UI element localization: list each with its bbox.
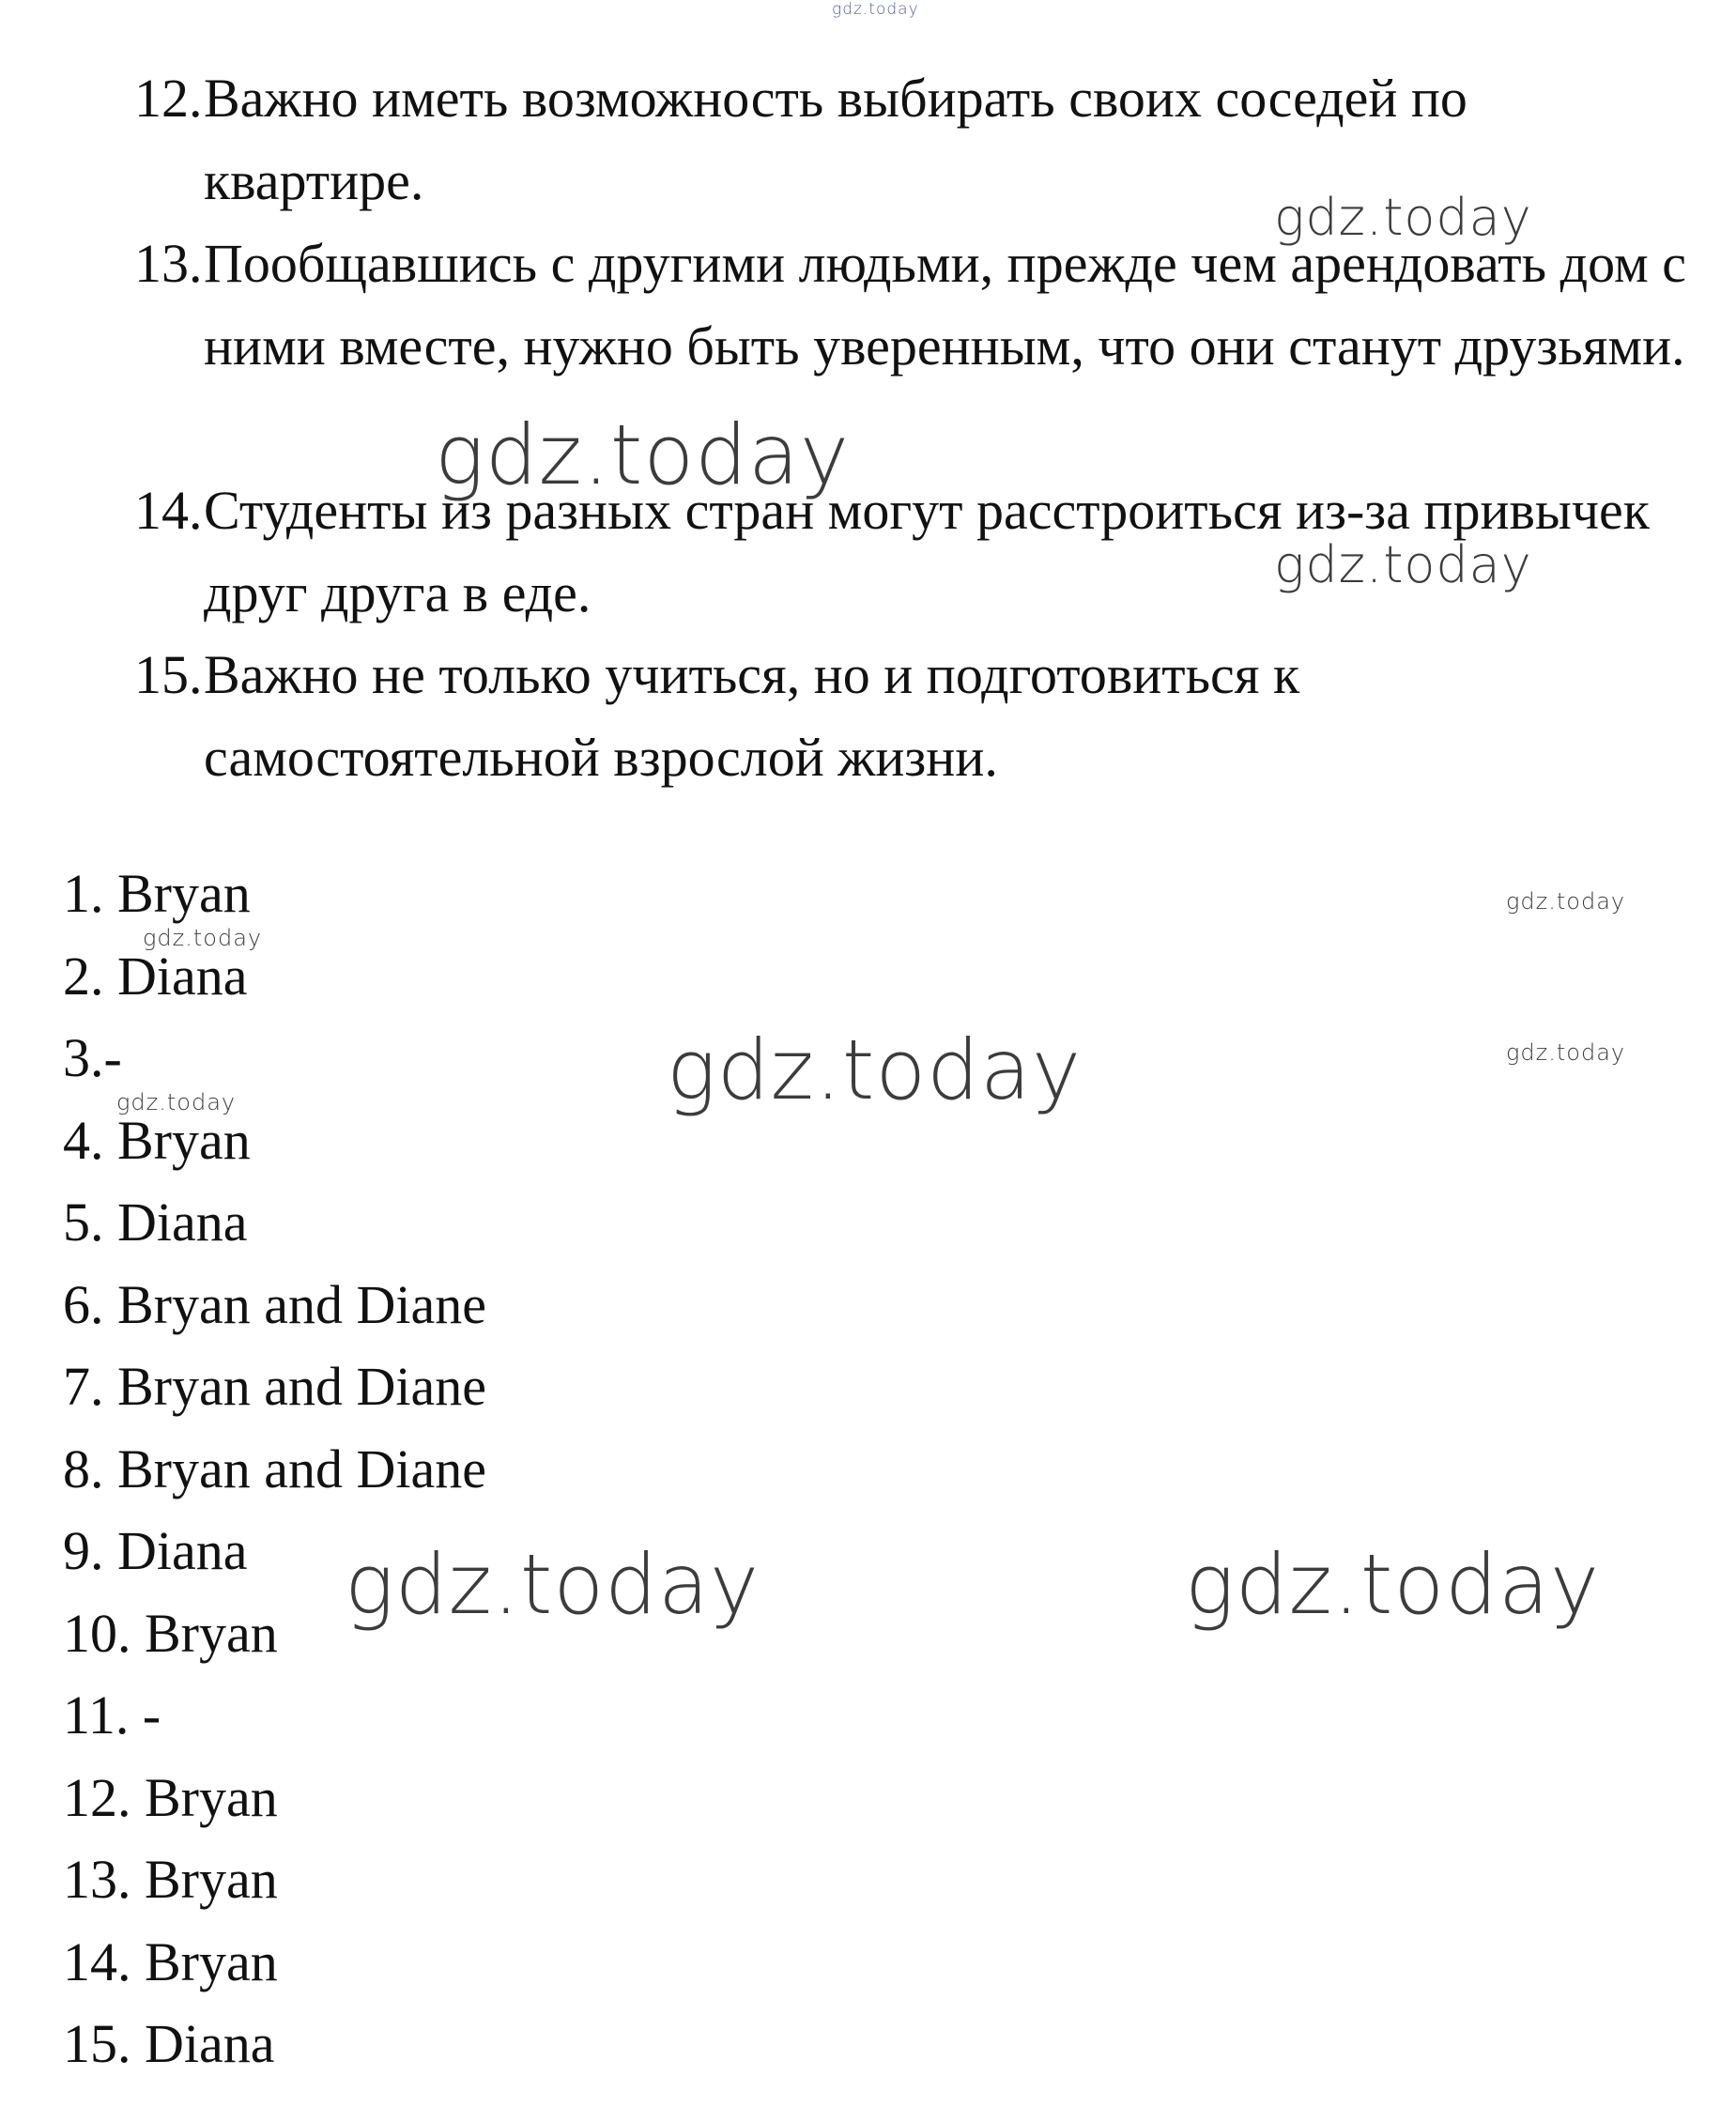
ru-item-text: Пообщавшись с другими людьми, прежде чем арендовать дом с ними вместе, нужно быть уверенным, что они станут друзьями. [204, 233, 1686, 377]
answer-item: 8. Bryan and Diane [63, 1438, 486, 1499]
ru-item-text: Важно не только учиться, но и подготовиться к самостоятельной взрослой жизни. [204, 644, 1300, 788]
watermark: gdz.today [1274, 535, 1532, 594]
ru-item-number: 15. [134, 644, 203, 705]
watermark: gdz.today [143, 925, 263, 951]
answer-item: 5. Diana [63, 1192, 248, 1253]
watermark: gdz.today [1185, 1536, 1601, 1633]
ru-item-number: 12. [134, 68, 203, 129]
answer-item: 3.- [63, 1027, 122, 1088]
ru-item-text: Важно иметь возможность выбирать своих соседей по квартире. [204, 68, 1467, 211]
watermark: gdz.today [435, 407, 851, 503]
watermark: gdz.today [1506, 888, 1626, 915]
answer-item: 10. Bryan [63, 1602, 278, 1664]
answer-item: 13. Bryan [63, 1849, 278, 1910]
ru-item-15 [134, 634, 1693, 799]
ru-item-number: 14. [134, 480, 203, 541]
ru-item-number: 13. [134, 233, 203, 294]
answer-item: 12. Bryan [63, 1766, 278, 1828]
ru-item-text: Студенты из разных стран могут расстроиться из-за привычек друг друга в еде. [204, 480, 1650, 623]
answer-item: 14. Bryan [63, 1930, 278, 1992]
watermark: gdz.today [1274, 188, 1532, 247]
watermark: gdz.today [832, 0, 919, 19]
answer-item: 11. - [63, 1684, 161, 1745]
answer-list [63, 853, 486, 2085]
answer-item: 9. Diana [63, 1520, 248, 1581]
answer-item: 2. Diana [63, 945, 248, 1007]
answer-item: 7. Bryan and Diane [63, 1356, 486, 1417]
watermark: gdz.today [345, 1536, 760, 1633]
answer-item: 4. Bryan [63, 1109, 251, 1171]
answer-item: 1. Bryan [63, 863, 251, 924]
watermark: gdz.today [667, 1022, 1083, 1118]
watermark: gdz.today [116, 1089, 237, 1115]
answer-item: 15. Diana [63, 2013, 275, 2074]
ru-item-13 [134, 223, 1693, 388]
answer-item: 6. Bryan and Diane [63, 1273, 486, 1335]
watermark: gdz.today [1506, 1039, 1626, 1066]
